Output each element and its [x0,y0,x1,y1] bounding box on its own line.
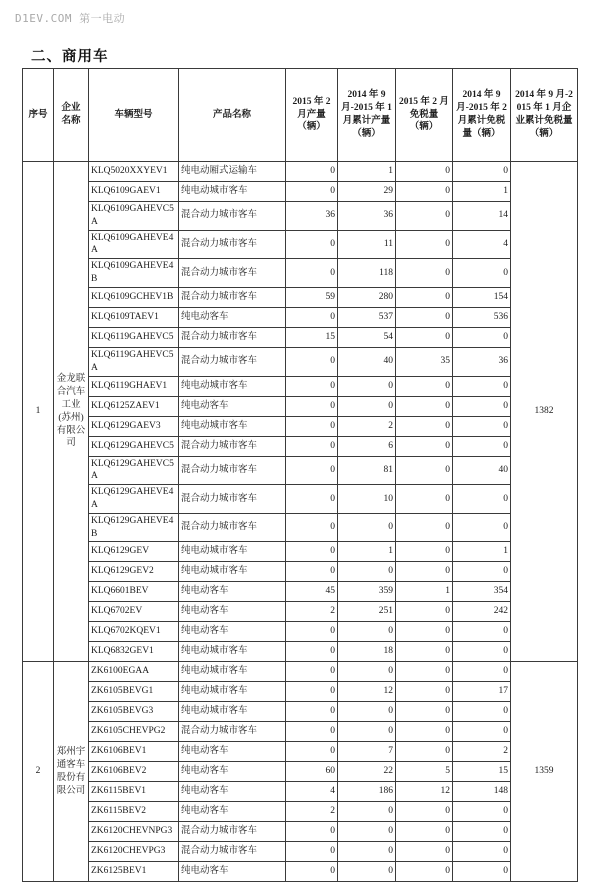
model-cell: ZK6100EGAA [89,662,179,682]
exempt-feb2015-cell: 0 [396,162,453,182]
prod-cumulative-cell: 0 [338,842,396,862]
product-name-cell: 纯电动客车 [179,742,286,762]
exempt-feb2015-cell: 0 [396,182,453,202]
prod-feb2015-cell: 0 [286,347,338,376]
exempt-feb2015-cell: 0 [396,513,453,542]
prod-cumulative-cell: 22 [338,762,396,782]
exempt-cumulative-cell: 0 [453,822,511,842]
product-name-cell: 纯电动客车 [179,602,286,622]
prod-cumulative-cell: 6 [338,436,396,456]
prod-cumulative-cell: 0 [338,702,396,722]
product-name-cell: 纯电动城市客车 [179,376,286,396]
exempt-cumulative-cell: 242 [453,602,511,622]
model-cell: ZK6125BEV1 [89,862,179,882]
product-name-cell: 纯电动城市客车 [179,182,286,202]
prod-feb2015-cell: 0 [286,485,338,514]
model-cell: ZK6106BEV2 [89,762,179,782]
exempt-feb2015-cell: 0 [396,259,453,288]
model-cell: KLQ6129GAHEVE4B [89,513,179,542]
prod-cumulative-cell: 0 [338,802,396,822]
product-name-cell: 纯电动厢式运输车 [179,162,286,182]
prod-cumulative-cell: 118 [338,259,396,288]
prod-cumulative-cell: 0 [338,376,396,396]
prod-cumulative-cell: 2 [338,416,396,436]
prod-feb2015-cell: 0 [286,436,338,456]
table-row [23,602,578,622]
model-cell: KLQ5020XXYEV1 [89,162,179,182]
prod-feb2015-cell: 0 [286,162,338,182]
prod-feb2015-cell: 0 [286,822,338,842]
exempt-feb2015-cell: 0 [396,287,453,307]
prod-cumulative-cell: 0 [338,722,396,742]
table-row [23,485,578,514]
company-index-cell: 1 [23,162,54,662]
prod-cumulative-cell: 0 [338,562,396,582]
exempt-feb2015-cell: 35 [396,347,453,376]
prod-cumulative-cell: 29 [338,182,396,202]
product-name-cell: 混合动力城市客车 [179,347,286,376]
table-row [23,782,578,802]
exempt-feb2015-cell: 0 [396,842,453,862]
model-cell: ZK6106BEV1 [89,742,179,762]
table-row [23,562,578,582]
exempt-feb2015-cell: 0 [396,416,453,436]
prod-feb2015-cell: 0 [286,416,338,436]
table-row [23,742,578,762]
prod-feb2015-cell: 0 [286,702,338,722]
model-cell: KLQ6109GAHEVE4A [89,230,179,259]
model-cell: KLQ6601BEV [89,582,179,602]
exempt-cumulative-cell: 0 [453,702,511,722]
table-row [23,162,578,182]
prod-cumulative-cell: 537 [338,307,396,327]
model-cell: ZK6120CHEVPG3 [89,842,179,862]
product-name-cell: 混合动力城市客车 [179,842,286,862]
exempt-feb2015-cell: 0 [396,327,453,347]
header-col-exempt-cumulative: 2014 年 9 月-2015 年 2 月累计免税量（辆） [453,69,511,162]
exempt-cumulative-cell: 0 [453,513,511,542]
prod-feb2015-cell: 0 [286,259,338,288]
prod-feb2015-cell: 0 [286,376,338,396]
exempt-feb2015-cell: 0 [396,602,453,622]
prod-feb2015-cell: 0 [286,642,338,662]
prod-feb2015-cell: 0 [286,842,338,862]
enterprise-exempt-total-cell: 1359 [511,662,578,882]
prod-cumulative-cell: 0 [338,862,396,882]
exempt-feb2015-cell: 12 [396,782,453,802]
prod-cumulative-cell: 0 [338,822,396,842]
table-row [23,347,578,376]
exempt-feb2015-cell: 0 [396,822,453,842]
product-name-cell: 纯电动客车 [179,862,286,882]
header-col-index: 序号 [23,69,54,162]
prod-feb2015-cell: 45 [286,582,338,602]
prod-cumulative-cell: 0 [338,622,396,642]
table-row [23,396,578,416]
model-cell: KLQ6119GHAEV1 [89,376,179,396]
product-name-cell: 纯电动客车 [179,307,286,327]
exempt-cumulative-cell: 0 [453,842,511,862]
table-header [23,69,578,162]
product-name-cell: 混合动力城市客车 [179,722,286,742]
model-cell: ZK6120CHEVNPG3 [89,822,179,842]
exempt-feb2015-cell: 0 [396,702,453,722]
model-cell: KLQ6119GAHEVC5 [89,327,179,347]
prod-cumulative-cell: 54 [338,327,396,347]
company-name-cell: 郑州宇通客车股份有限公司 [54,662,89,882]
exempt-cumulative-cell: 0 [453,722,511,742]
product-name-cell: 混合动力城市客车 [179,513,286,542]
prod-feb2015-cell: 0 [286,622,338,642]
product-name-cell: 纯电动客车 [179,396,286,416]
prod-feb2015-cell: 2 [286,802,338,822]
exempt-cumulative-cell: 2 [453,742,511,762]
table-row [23,862,578,882]
prod-feb2015-cell: 0 [286,662,338,682]
product-name-cell: 混合动力城市客车 [179,485,286,514]
prod-cumulative-cell: 81 [338,456,396,485]
model-cell: KLQ6129GEV [89,542,179,562]
product-name-cell: 纯电动客车 [179,802,286,822]
exempt-feb2015-cell: 0 [396,456,453,485]
prod-feb2015-cell: 0 [286,513,338,542]
prod-feb2015-cell: 59 [286,287,338,307]
exempt-cumulative-cell: 1 [453,542,511,562]
prod-feb2015-cell: 4 [286,782,338,802]
table-row [23,230,578,259]
table-row [23,376,578,396]
header-col-company: 企业名称 [54,69,89,162]
exempt-feb2015-cell: 0 [396,436,453,456]
exempt-cumulative-cell: 0 [453,862,511,882]
table-row [23,702,578,722]
exempt-feb2015-cell: 0 [396,396,453,416]
header-col-product: 产品名称 [179,69,286,162]
table-row [23,682,578,702]
product-name-cell: 混合动力城市客车 [179,287,286,307]
enterprise-exempt-total-cell: 1382 [511,162,578,662]
prod-cumulative-cell: 251 [338,602,396,622]
model-cell: ZK6105BEVG1 [89,682,179,702]
table-row [23,842,578,862]
model-cell: KLQ6129GAHEVC5 [89,436,179,456]
header-col-prod-feb2015: 2015 年 2 月产量（辆） [286,69,338,162]
prod-cumulative-cell: 0 [338,513,396,542]
table-row [23,582,578,602]
exempt-cumulative-cell: 154 [453,287,511,307]
exempt-cumulative-cell: 0 [453,485,511,514]
table-row [23,456,578,485]
company-name-cell: 金龙联合汽车工业(苏州)有限公司 [54,162,89,662]
exempt-feb2015-cell: 0 [396,202,453,231]
table-row [23,416,578,436]
model-cell: ZK6105CHEVPG2 [89,722,179,742]
header-col-prod-cumulative: 2014 年 9 月-2015 年 1 月累计产量（辆） [338,69,396,162]
product-name-cell: 纯电动城市客车 [179,416,286,436]
exempt-cumulative-cell: 0 [453,416,511,436]
model-cell: ZK6115BEV1 [89,782,179,802]
exempt-cumulative-cell: 4 [453,230,511,259]
commercial-vehicle-table [22,68,578,882]
exempt-cumulative-cell: 0 [453,642,511,662]
prod-feb2015-cell: 15 [286,327,338,347]
exempt-feb2015-cell: 0 [396,722,453,742]
table-row [23,642,578,662]
header-col-enterprise-exempt-total: 2014 年 9 月-2015 年 1 月企业累计免税量（辆） [511,69,578,162]
model-cell: KLQ6109GAHEVE4B [89,259,179,288]
prod-cumulative-cell: 0 [338,396,396,416]
model-cell: KLQ6109GCHEV1B [89,287,179,307]
product-name-cell: 纯电动城市客车 [179,562,286,582]
prod-feb2015-cell: 0 [286,722,338,742]
model-cell: KLQ6129GAEV3 [89,416,179,436]
table-row [23,287,578,307]
model-cell: KLQ6129GAHEVE4A [89,485,179,514]
model-cell: KLQ6832GEV1 [89,642,179,662]
exempt-feb2015-cell: 1 [396,582,453,602]
exempt-feb2015-cell: 0 [396,642,453,662]
product-name-cell: 混合动力城市客车 [179,230,286,259]
prod-cumulative-cell: 0 [338,662,396,682]
exempt-feb2015-cell: 0 [396,542,453,562]
product-name-cell: 纯电动城市客车 [179,682,286,702]
prod-feb2015-cell: 0 [286,562,338,582]
exempt-cumulative-cell: 0 [453,162,511,182]
exempt-cumulative-cell: 0 [453,562,511,582]
prod-cumulative-cell: 1 [338,162,396,182]
model-cell: KLQ6109GAHEVC5A [89,202,179,231]
table-row [23,307,578,327]
model-cell: KLQ6702EV [89,602,179,622]
exempt-cumulative-cell: 0 [453,259,511,288]
table-row [23,542,578,562]
table-row [23,722,578,742]
model-cell: KLQ6109GAEV1 [89,182,179,202]
section-title: 二、商用车 [31,49,109,65]
prod-feb2015-cell: 60 [286,762,338,782]
prod-cumulative-cell: 12 [338,682,396,702]
product-name-cell: 纯电动城市客车 [179,662,286,682]
product-name-cell: 纯电动客车 [179,622,286,642]
exempt-feb2015-cell: 0 [396,562,453,582]
prod-feb2015-cell: 0 [286,230,338,259]
exempt-cumulative-cell: 0 [453,802,511,822]
exempt-cumulative-cell: 354 [453,582,511,602]
model-cell: KLQ6129GEV2 [89,562,179,582]
prod-cumulative-cell: 7 [338,742,396,762]
exempt-cumulative-cell: 14 [453,202,511,231]
prod-cumulative-cell: 359 [338,582,396,602]
prod-feb2015-cell: 36 [286,202,338,231]
site-watermark: D1EV.COM 第一电动 [15,12,126,25]
exempt-cumulative-cell: 0 [453,327,511,347]
product-name-cell: 纯电动客车 [179,782,286,802]
prod-cumulative-cell: 186 [338,782,396,802]
model-cell: KLQ6119GAHEVC5A [89,347,179,376]
exempt-cumulative-cell: 0 [453,376,511,396]
exempt-feb2015-cell: 0 [396,662,453,682]
model-cell: ZK6115BEV2 [89,802,179,822]
company-index-cell: 2 [23,662,54,882]
prod-feb2015-cell: 0 [286,456,338,485]
exempt-cumulative-cell: 40 [453,456,511,485]
exempt-feb2015-cell: 0 [396,307,453,327]
exempt-feb2015-cell: 0 [396,802,453,822]
exempt-cumulative-cell: 15 [453,762,511,782]
product-name-cell: 混合动力城市客车 [179,436,286,456]
exempt-cumulative-cell: 1 [453,182,511,202]
prod-feb2015-cell: 0 [286,742,338,762]
table-row [23,802,578,822]
prod-feb2015-cell: 0 [286,862,338,882]
table-row [23,436,578,456]
prod-cumulative-cell: 280 [338,287,396,307]
prod-cumulative-cell: 18 [338,642,396,662]
model-cell: KLQ6125ZAEV1 [89,396,179,416]
product-name-cell: 混合动力城市客车 [179,259,286,288]
prod-cumulative-cell: 36 [338,202,396,231]
table-row [23,202,578,231]
exempt-cumulative-cell: 0 [453,662,511,682]
prod-feb2015-cell: 0 [286,182,338,202]
exempt-feb2015-cell: 0 [396,682,453,702]
exempt-feb2015-cell: 0 [396,230,453,259]
product-name-cell: 纯电动城市客车 [179,542,286,562]
prod-feb2015-cell: 0 [286,682,338,702]
exempt-feb2015-cell: 0 [396,742,453,762]
model-cell: KLQ6702KQEV1 [89,622,179,642]
table-row [23,259,578,288]
prod-feb2015-cell: 0 [286,396,338,416]
prod-feb2015-cell: 2 [286,602,338,622]
prod-cumulative-cell: 1 [338,542,396,562]
product-name-cell: 纯电动城市客车 [179,642,286,662]
exempt-feb2015-cell: 5 [396,762,453,782]
prod-cumulative-cell: 11 [338,230,396,259]
exempt-feb2015-cell: 0 [396,376,453,396]
product-name-cell: 混合动力城市客车 [179,456,286,485]
prod-cumulative-cell: 40 [338,347,396,376]
exempt-feb2015-cell: 0 [396,485,453,514]
model-cell: ZK6105BEVG3 [89,702,179,722]
table-row [23,327,578,347]
exempt-cumulative-cell: 0 [453,396,511,416]
product-name-cell: 纯电动客车 [179,762,286,782]
table-row [23,822,578,842]
product-name-cell: 纯电动城市客车 [179,702,286,722]
prod-feb2015-cell: 0 [286,542,338,562]
exempt-cumulative-cell: 0 [453,622,511,642]
table-row [23,182,578,202]
product-name-cell: 混合动力城市客车 [179,202,286,231]
table-row [23,622,578,642]
prod-feb2015-cell: 0 [286,307,338,327]
exempt-feb2015-cell: 0 [396,622,453,642]
model-cell: KLQ6109TAEV1 [89,307,179,327]
table-row [23,662,578,682]
prod-cumulative-cell: 10 [338,485,396,514]
exempt-cumulative-cell: 0 [453,436,511,456]
exempt-feb2015-cell: 0 [396,862,453,882]
product-name-cell: 混合动力城市客车 [179,822,286,842]
exempt-cumulative-cell: 536 [453,307,511,327]
table-row [23,762,578,782]
model-cell: KLQ6129GAHEVC5A [89,456,179,485]
exempt-cumulative-cell: 36 [453,347,511,376]
exempt-cumulative-cell: 148 [453,782,511,802]
table-row [23,513,578,542]
product-name-cell: 纯电动客车 [179,582,286,602]
exempt-cumulative-cell: 17 [453,682,511,702]
header-col-model: 车辆型号 [89,69,179,162]
header-col-exempt-feb2015: 2015 年 2 月免税量（辆） [396,69,453,162]
product-name-cell: 混合动力城市客车 [179,327,286,347]
